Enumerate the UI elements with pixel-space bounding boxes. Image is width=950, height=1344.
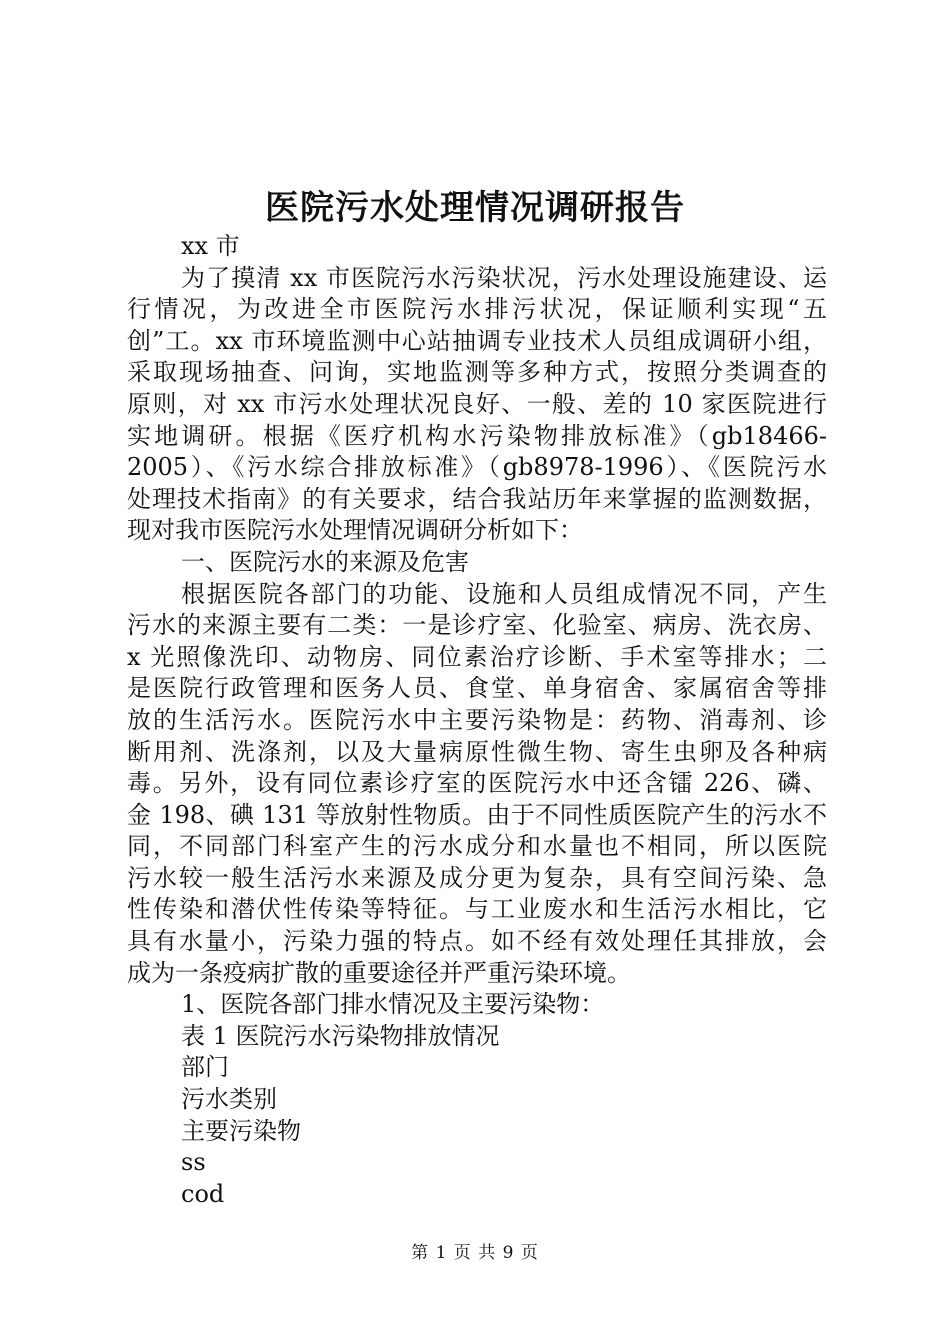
paragraph-line: 放的生活污水。医院污水中主要污染物是：药物、消毒剂、诊 [127,705,827,734]
paragraph-line: 污水的来源主要有二类：一是诊疗室、化验室、病房、洗衣房、 [127,611,827,640]
paragraph-line: 污水类别 [181,1085,277,1114]
paragraph-line: x 光照像洗印、动物房、同位素治疗诊断、手术室等排水；二 [127,642,827,671]
paragraph-line: 污水较一般生活污水来源及成分更为复杂，具有空间污染、急 [127,863,827,892]
paragraph-line: 性传染和潜伏性传染等特征。与工业废水和生活污水相比，它 [127,895,827,924]
paragraph-line: 一、医院污水的来源及危害 [181,547,469,576]
paragraph-line: xx 市 [181,232,240,260]
paragraph-line: 创”工。xx 市环境监测中心站抽调专业技术人员组成调研小组， [127,326,827,355]
paragraph-line: 毒。另外，设有同位素诊疗室的医院污水中还含镭 226、磷、 [127,769,827,798]
paragraph-line: 主要污染物 [181,1116,301,1145]
paragraph-line: 2005）、《污水综合排放标准》（gb8978-1996）、《医院污水 [127,453,827,482]
paragraph-line: 1、医院各部门排水情况及主要污染物： [181,990,605,1019]
paragraph-line: cod [181,1179,225,1208]
paragraph-line: 断用剂、洗涤剂，以及大量病原性微生物、寄生虫卵及各种病 [127,737,827,766]
document-body [127,231,827,1210]
paragraph-line: 采取现场抽查、问询，实地监测等多种方式，按照分类调查的 [127,358,827,387]
paragraph-line: 金 198、碘 131 等放射性物质。由于不同性质医院产生的污水不 [127,800,827,829]
paragraph-line: 是医院行政管理和医务人员、食堂、单身宿舍、家属宿舍等排 [127,674,827,703]
paragraph-line: 行情况，为改进全市医院污水排污状况，保证顺利实现“五 [127,295,827,324]
paragraph-line: ss [181,1148,206,1177]
paragraph-line: 实地调研。根据《医疗机构水污染物排放标准》（gb18466- [127,421,827,450]
paragraph-line: 根据医院各部门的功能、设施和人员组成情况不同，产生 [181,579,827,608]
paragraph-line: 现对我市医院污水处理情况调研分析如下： [127,516,583,545]
paragraph-line: 原则，对 xx 市污水处理状况良好、一般、差的 10 家医院进行 [127,389,827,418]
paragraph-line: 同，不同部门科室产生的污水成分和水量也不相同，所以医院 [127,832,827,861]
paragraph-line: 部门 [181,1053,229,1082]
paragraph-line: 处理技术指南》的有关要求，结合我站历年来掌握的监测数据， [127,484,827,513]
page-footer: 第 1 页 共 9 页 [411,1243,539,1263]
document-title: 医院污水处理情况调研报告 [265,188,685,228]
paragraph-line: 为了摸清 xx 市医院污水污染状况，污水处理设施建设、运 [181,263,827,292]
paragraph-line: 表 1 医院污水污染物排放情况 [181,1021,500,1050]
paragraph-line: 具有水量小，污染力强的特点。如不经有效处理任其排放，会 [127,927,827,956]
paragraph-line: 成为一条疫病扩散的重要途径并严重污染环境。 [127,958,631,987]
